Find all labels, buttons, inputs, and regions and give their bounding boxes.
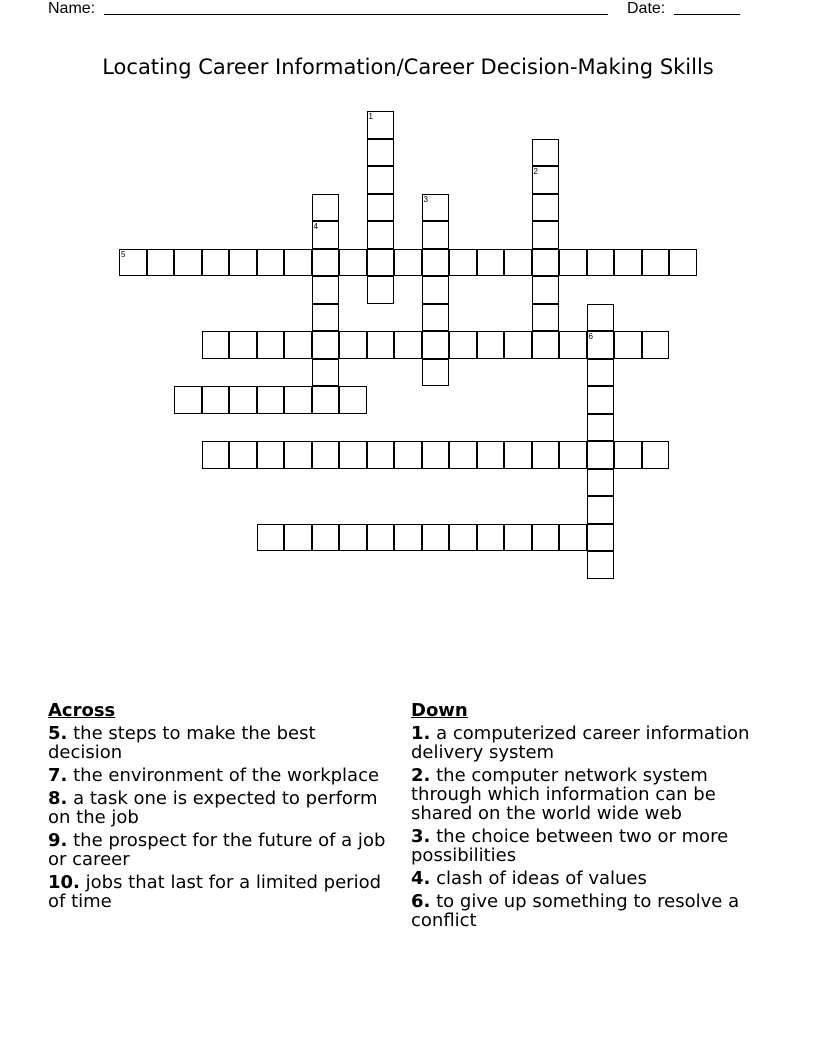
grid-cell[interactable]	[284, 386, 312, 414]
clue-number: 4.	[411, 868, 431, 889]
clue-text: clash of ideas of values	[436, 868, 647, 889]
grid-cell[interactable]	[587, 469, 615, 497]
grid-cell[interactable]	[229, 386, 257, 414]
grid-cell[interactable]	[477, 524, 505, 552]
clue-text: the computer network system through which information can be shared on the world wide web	[411, 765, 716, 824]
grid-cell[interactable]	[367, 331, 395, 359]
grid-cell[interactable]	[532, 249, 560, 277]
clue-number: 7.	[48, 765, 68, 786]
grid-cell[interactable]	[532, 166, 560, 194]
grid-cell[interactable]	[477, 441, 505, 469]
clue-item	[411, 892, 756, 930]
grid-cell[interactable]	[449, 524, 477, 552]
grid-cell[interactable]	[614, 441, 642, 469]
clue-text: to give up something to resolve a conflict	[411, 891, 740, 931]
grid-cell[interactable]	[422, 194, 450, 222]
grid-cell[interactable]	[339, 441, 367, 469]
grid-cell[interactable]	[257, 524, 285, 552]
clue-item	[411, 724, 756, 762]
clue-number-label: 4	[313, 222, 318, 231]
grid-cell[interactable]	[422, 276, 450, 304]
grid-cell[interactable]	[312, 359, 340, 387]
clue-item	[411, 869, 756, 888]
grid-cell[interactable]	[174, 386, 202, 414]
grid-cell[interactable]	[642, 441, 670, 469]
grid-cell[interactable]	[614, 331, 642, 359]
grid-cell[interactable]	[422, 221, 450, 249]
clue-item	[48, 831, 393, 869]
grid-cell[interactable]	[312, 249, 340, 277]
grid-cell[interactable]	[532, 331, 560, 359]
clue-text: the steps to make the best decision	[48, 723, 316, 763]
grid-cell[interactable]	[367, 441, 395, 469]
grid-cell[interactable]	[257, 249, 285, 277]
clue-item	[48, 873, 393, 911]
grid-cell[interactable]	[477, 331, 505, 359]
grid-cell[interactable]	[532, 194, 560, 222]
clue-text: jobs that last for a limited period of time	[48, 872, 382, 912]
grid-cell[interactable]	[202, 331, 230, 359]
clue-item	[48, 724, 393, 762]
clue-item	[48, 789, 393, 827]
grid-cell[interactable]	[394, 524, 422, 552]
grid-cell[interactable]	[422, 359, 450, 387]
grid-cell[interactable]	[312, 524, 340, 552]
grid-cell[interactable]	[202, 386, 230, 414]
grid-cell[interactable]	[449, 331, 477, 359]
grid-cell[interactable]	[532, 304, 560, 332]
grid-cell[interactable]	[587, 249, 615, 277]
grid-cell[interactable]	[229, 441, 257, 469]
grid-cell[interactable]	[532, 524, 560, 552]
grid-cell[interactable]	[532, 441, 560, 469]
grid-cell[interactable]	[312, 386, 340, 414]
across-heading: Across	[48, 700, 116, 721]
grid-cell[interactable]	[532, 276, 560, 304]
grid-cell[interactable]	[284, 441, 312, 469]
date-label: Date:	[627, 0, 666, 17]
grid-cell[interactable]	[312, 221, 340, 249]
clue-number-label: 5	[121, 249, 126, 259]
clue-number-label: 3	[423, 194, 428, 204]
clue-number: 9.	[48, 830, 68, 851]
grid-cell[interactable]	[394, 331, 422, 359]
grid-cell[interactable]	[559, 331, 587, 359]
puzzle-title: Locating Career Information/Career Decision-Making Skills	[102, 55, 714, 79]
clue-text: the prospect for the future of a job or career	[48, 830, 386, 870]
grid-cell[interactable]	[587, 359, 615, 387]
grid-cell[interactable]	[614, 249, 642, 277]
grid-cell[interactable]	[422, 524, 450, 552]
across-clues	[48, 701, 393, 915]
grid-cell[interactable]	[422, 331, 450, 359]
grid-cell[interactable]	[284, 249, 312, 277]
grid-cell[interactable]	[532, 221, 560, 249]
grid-cell[interactable]	[312, 304, 340, 332]
grid-cell[interactable]	[229, 331, 257, 359]
grid-cell[interactable]	[587, 496, 615, 524]
grid-cell[interactable]	[504, 524, 532, 552]
grid-cell[interactable]	[147, 249, 175, 277]
grid-cell[interactable]	[257, 441, 285, 469]
grid-cell[interactable]	[257, 386, 285, 414]
grid-cell[interactable]	[642, 249, 670, 277]
grid-cell[interactable]	[119, 249, 147, 277]
grid-cell[interactable]	[257, 331, 285, 359]
grid-cell[interactable]	[394, 441, 422, 469]
clue-number: 6.	[411, 891, 431, 912]
clue-item	[48, 766, 393, 785]
clue-number: 1.	[411, 723, 431, 744]
grid-cell[interactable]	[587, 551, 615, 579]
grid-cell[interactable]	[202, 441, 230, 469]
clue-number: 10.	[48, 872, 80, 893]
grid-cell[interactable]	[174, 249, 202, 277]
grid-cell[interactable]	[587, 304, 615, 332]
grid-cell[interactable]	[587, 524, 615, 552]
grid-cell[interactable]	[669, 249, 697, 277]
clue-number: 5.	[48, 723, 68, 744]
grid-cell[interactable]	[587, 441, 615, 469]
clue-text: the environment of the workplace	[73, 765, 380, 786]
clue-text: a task one is expected to perform on the job	[48, 788, 378, 828]
grid-cell[interactable]	[559, 524, 587, 552]
grid-cell[interactable]	[587, 331, 615, 359]
grid-cell[interactable]	[284, 331, 312, 359]
grid-cell[interactable]	[312, 194, 340, 222]
down-heading: Down	[411, 700, 468, 721]
grid-cell[interactable]	[284, 524, 312, 552]
grid-cell[interactable]	[229, 249, 257, 277]
grid-cell[interactable]	[367, 194, 395, 222]
grid-cell[interactable]	[587, 386, 615, 414]
grid-cell[interactable]	[367, 139, 395, 167]
grid-cell[interactable]	[394, 249, 422, 277]
clue-number: 3.	[411, 826, 431, 847]
grid-cell[interactable]	[339, 386, 367, 414]
grid-cell[interactable]	[532, 139, 560, 167]
clue-number-label: 6	[588, 332, 593, 341]
grid-cell[interactable]	[312, 276, 340, 304]
clue-text: the choice between two or more possibilities	[411, 826, 729, 866]
grid-cell[interactable]	[587, 414, 615, 442]
down-clues	[411, 701, 756, 934]
grid-cell[interactable]	[312, 441, 340, 469]
clue-number-label: 2	[533, 167, 538, 176]
grid-cell[interactable]	[449, 441, 477, 469]
grid-cell[interactable]	[367, 221, 395, 249]
clue-number-label: 1	[368, 112, 373, 121]
grid-cell[interactable]	[504, 331, 532, 359]
clue-number: 8.	[48, 788, 68, 809]
grid-cell[interactable]	[642, 331, 670, 359]
grid-cell[interactable]	[367, 111, 395, 139]
name-label: Name:	[48, 0, 96, 17]
grid-cell[interactable]	[422, 249, 450, 277]
grid-cell[interactable]	[367, 524, 395, 552]
grid-cell[interactable]	[477, 249, 505, 277]
grid-cell[interactable]	[367, 166, 395, 194]
grid-cell[interactable]	[559, 441, 587, 469]
grid-cell[interactable]	[312, 331, 340, 359]
grid-cell[interactable]	[367, 276, 395, 304]
grid-cell[interactable]	[504, 441, 532, 469]
grid-cell[interactable]	[559, 249, 587, 277]
grid-cell[interactable]	[422, 304, 450, 332]
grid-cell[interactable]	[449, 249, 477, 277]
clue-item	[411, 766, 756, 823]
grid-cell[interactable]	[202, 249, 230, 277]
grid-cell[interactable]	[339, 249, 367, 277]
grid-cell[interactable]	[339, 331, 367, 359]
clue-text: a computerized career information delivery system	[411, 723, 750, 763]
grid-cell[interactable]	[339, 524, 367, 552]
clue-number: 2.	[411, 765, 431, 786]
grid-cell[interactable]	[422, 441, 450, 469]
grid-cell[interactable]	[504, 249, 532, 277]
grid-cell[interactable]	[367, 249, 395, 277]
clue-item	[411, 827, 756, 865]
